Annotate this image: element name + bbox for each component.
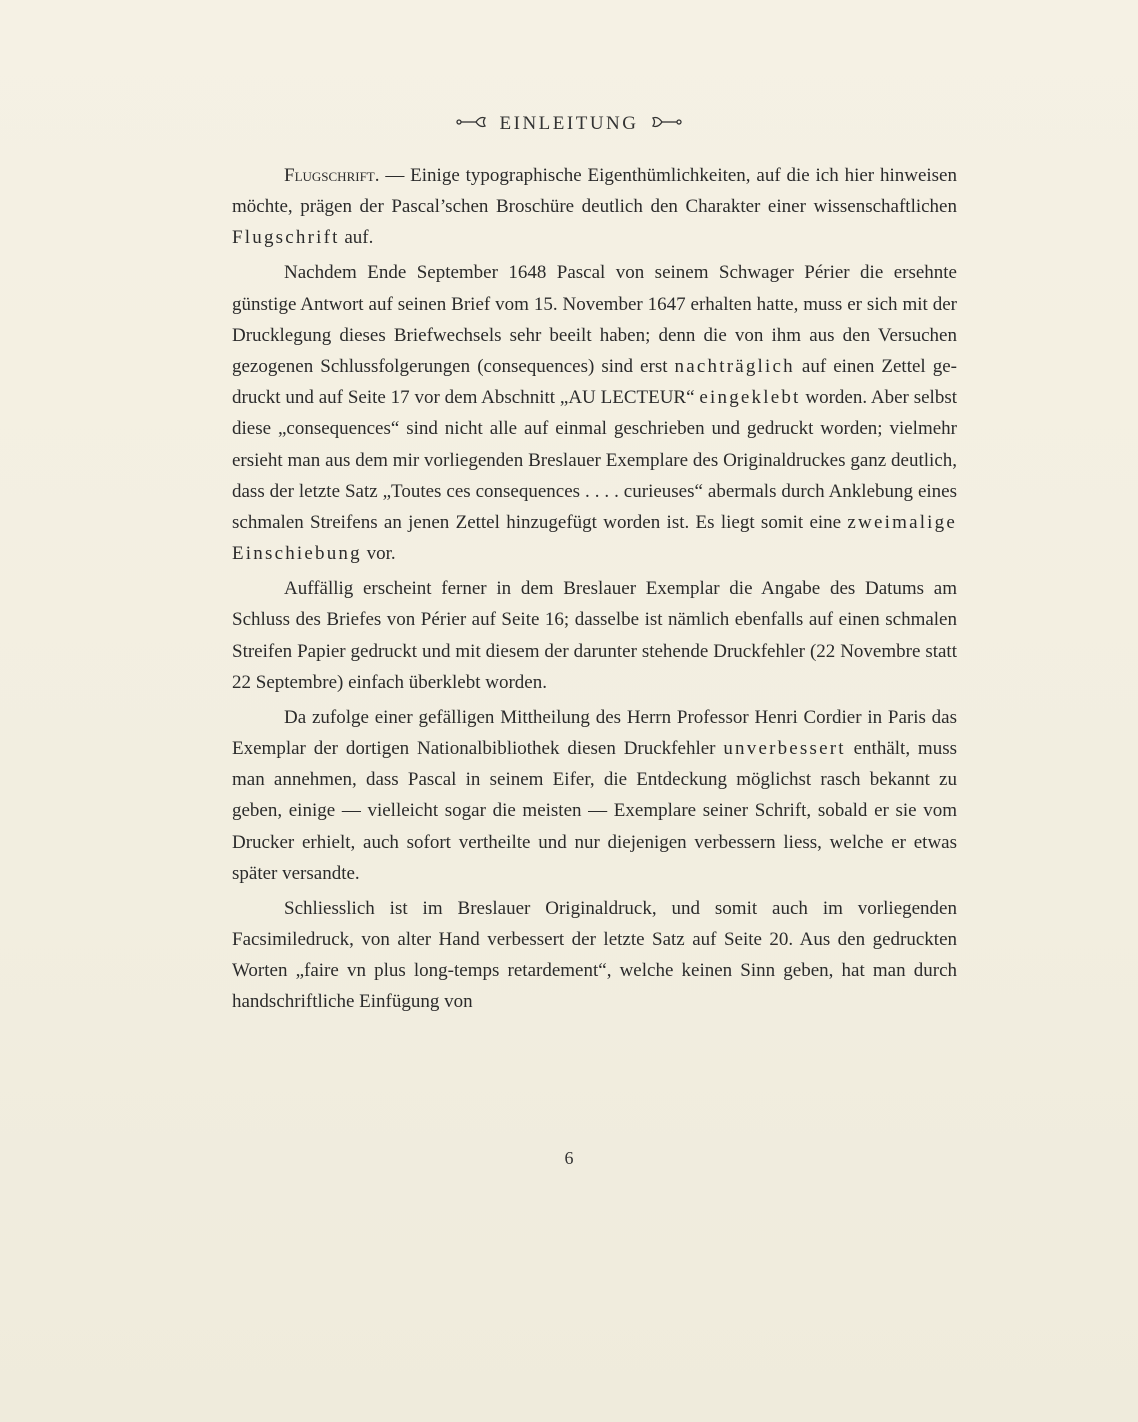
header-title: EINLEITUNG bbox=[499, 112, 639, 134]
emphasis: nachträglich bbox=[674, 356, 795, 378]
page-number: 6 bbox=[564, 1148, 574, 1168]
text-run: vor. bbox=[361, 543, 396, 565]
paragraph-flugschrift bbox=[232, 160, 957, 254]
paragraph-da-zufolge bbox=[232, 702, 957, 889]
emphasis: zweimalige Einschiebung bbox=[232, 512, 957, 565]
text-run: auf. bbox=[339, 227, 374, 249]
text-run: enthält, muss man annehmen, dass Pascal in seinem Eifer, die Entdeckung möglichst rasch bekannt zu geben, einige — vielleicht sogar die meisten — Exemplare seiner Schrift, sobald er sie vom Drucker erhielt, auch sofort vertheilte und nur diejenigen verbessern liess, welche er etwas später versandte. bbox=[232, 738, 957, 884]
text-run: Auffällig erscheint ferner in dem Breslauer Exemplar die Angabe des Datums am Schluss des Briefes von Périer auf Seite 16; dasselbe ist nämlich ebenfalls auf einen schmalen Streifen Papier gedruckt und mit diesem der darunter stehende Druckfehler (22 Novembre statt 22 Septembre) einfach überklebt worden. bbox=[232, 578, 957, 693]
emphasis: eingeklebt bbox=[699, 387, 801, 409]
text-run: — Einige typographische Eigenthümlichkeiten, auf die ich hier hinweisen möchte, prägen der Pascal’schen Broschüre deutlich den Charakter einer wissenschaftlichen bbox=[232, 165, 957, 218]
emphasis: Flugschrift bbox=[232, 227, 340, 249]
paragraph-nachdem bbox=[232, 257, 957, 569]
text-run: Schliesslich ist im Breslauer Originaldruck, und somit auch im vorliegenden Facsimiledruck, von alter Hand verbessert der letzte Satz auf Seite 20. Aus den gedruckten Worten „faire vn plus long-temps retardement“, welche keinen Sinn geben, hat man durch handschriftliche Einfügung von bbox=[232, 897, 957, 1013]
section-heading: Flugschrift. bbox=[284, 165, 380, 186]
running-header bbox=[0, 112, 1138, 135]
paragraph-auffaellig bbox=[232, 573, 957, 698]
body-text bbox=[232, 160, 957, 1021]
text-run: Nachdem Ende September 1648 Pascal von seinem Schwager Périer die ersehnte günstige Antwort auf seinen Brief vom 15. November 1647 erhalten hatte, muss er sich mit der Drucklegung dieses Briefwechsels sehr beeilt haben; denn die von ihm aus den Versuchen gezogenen Schlussfolgerungen (consequences) sind erst bbox=[232, 262, 957, 378]
emphasis: unverbessert bbox=[723, 738, 846, 760]
text-run: Da zufolge einer gefälligen Mittheilung des Herrn Professor Henri Cordier in Paris das Exemplar der dortigen Nationalbibliothek diesen Druckfehler bbox=[232, 706, 957, 760]
text-run: auf einen Zettel gedruckt und auf Seite 17 vor dem Abschnitt „AU LECTEUR“ bbox=[232, 356, 957, 409]
ornament-left-icon bbox=[456, 113, 490, 135]
ornament-right-icon bbox=[648, 113, 682, 135]
text-run: worden. Aber selbst diese „consequences“ sind nicht alle auf einmal geschrieben und gedruckt worden; vielmehr ersieht man aus dem mir vorliegenden Breslauer Exemplare des Originaldruckes ganz deutlich, dass der letzte Satz „Toutes ces consequences . . . . curieuses“ abermals durch Anklebung eines schmalen Streifens an jenen Zettel hinzugefügt worden ist. Es liegt somit eine bbox=[232, 387, 957, 534]
paragraph-schliesslich bbox=[232, 893, 957, 1018]
